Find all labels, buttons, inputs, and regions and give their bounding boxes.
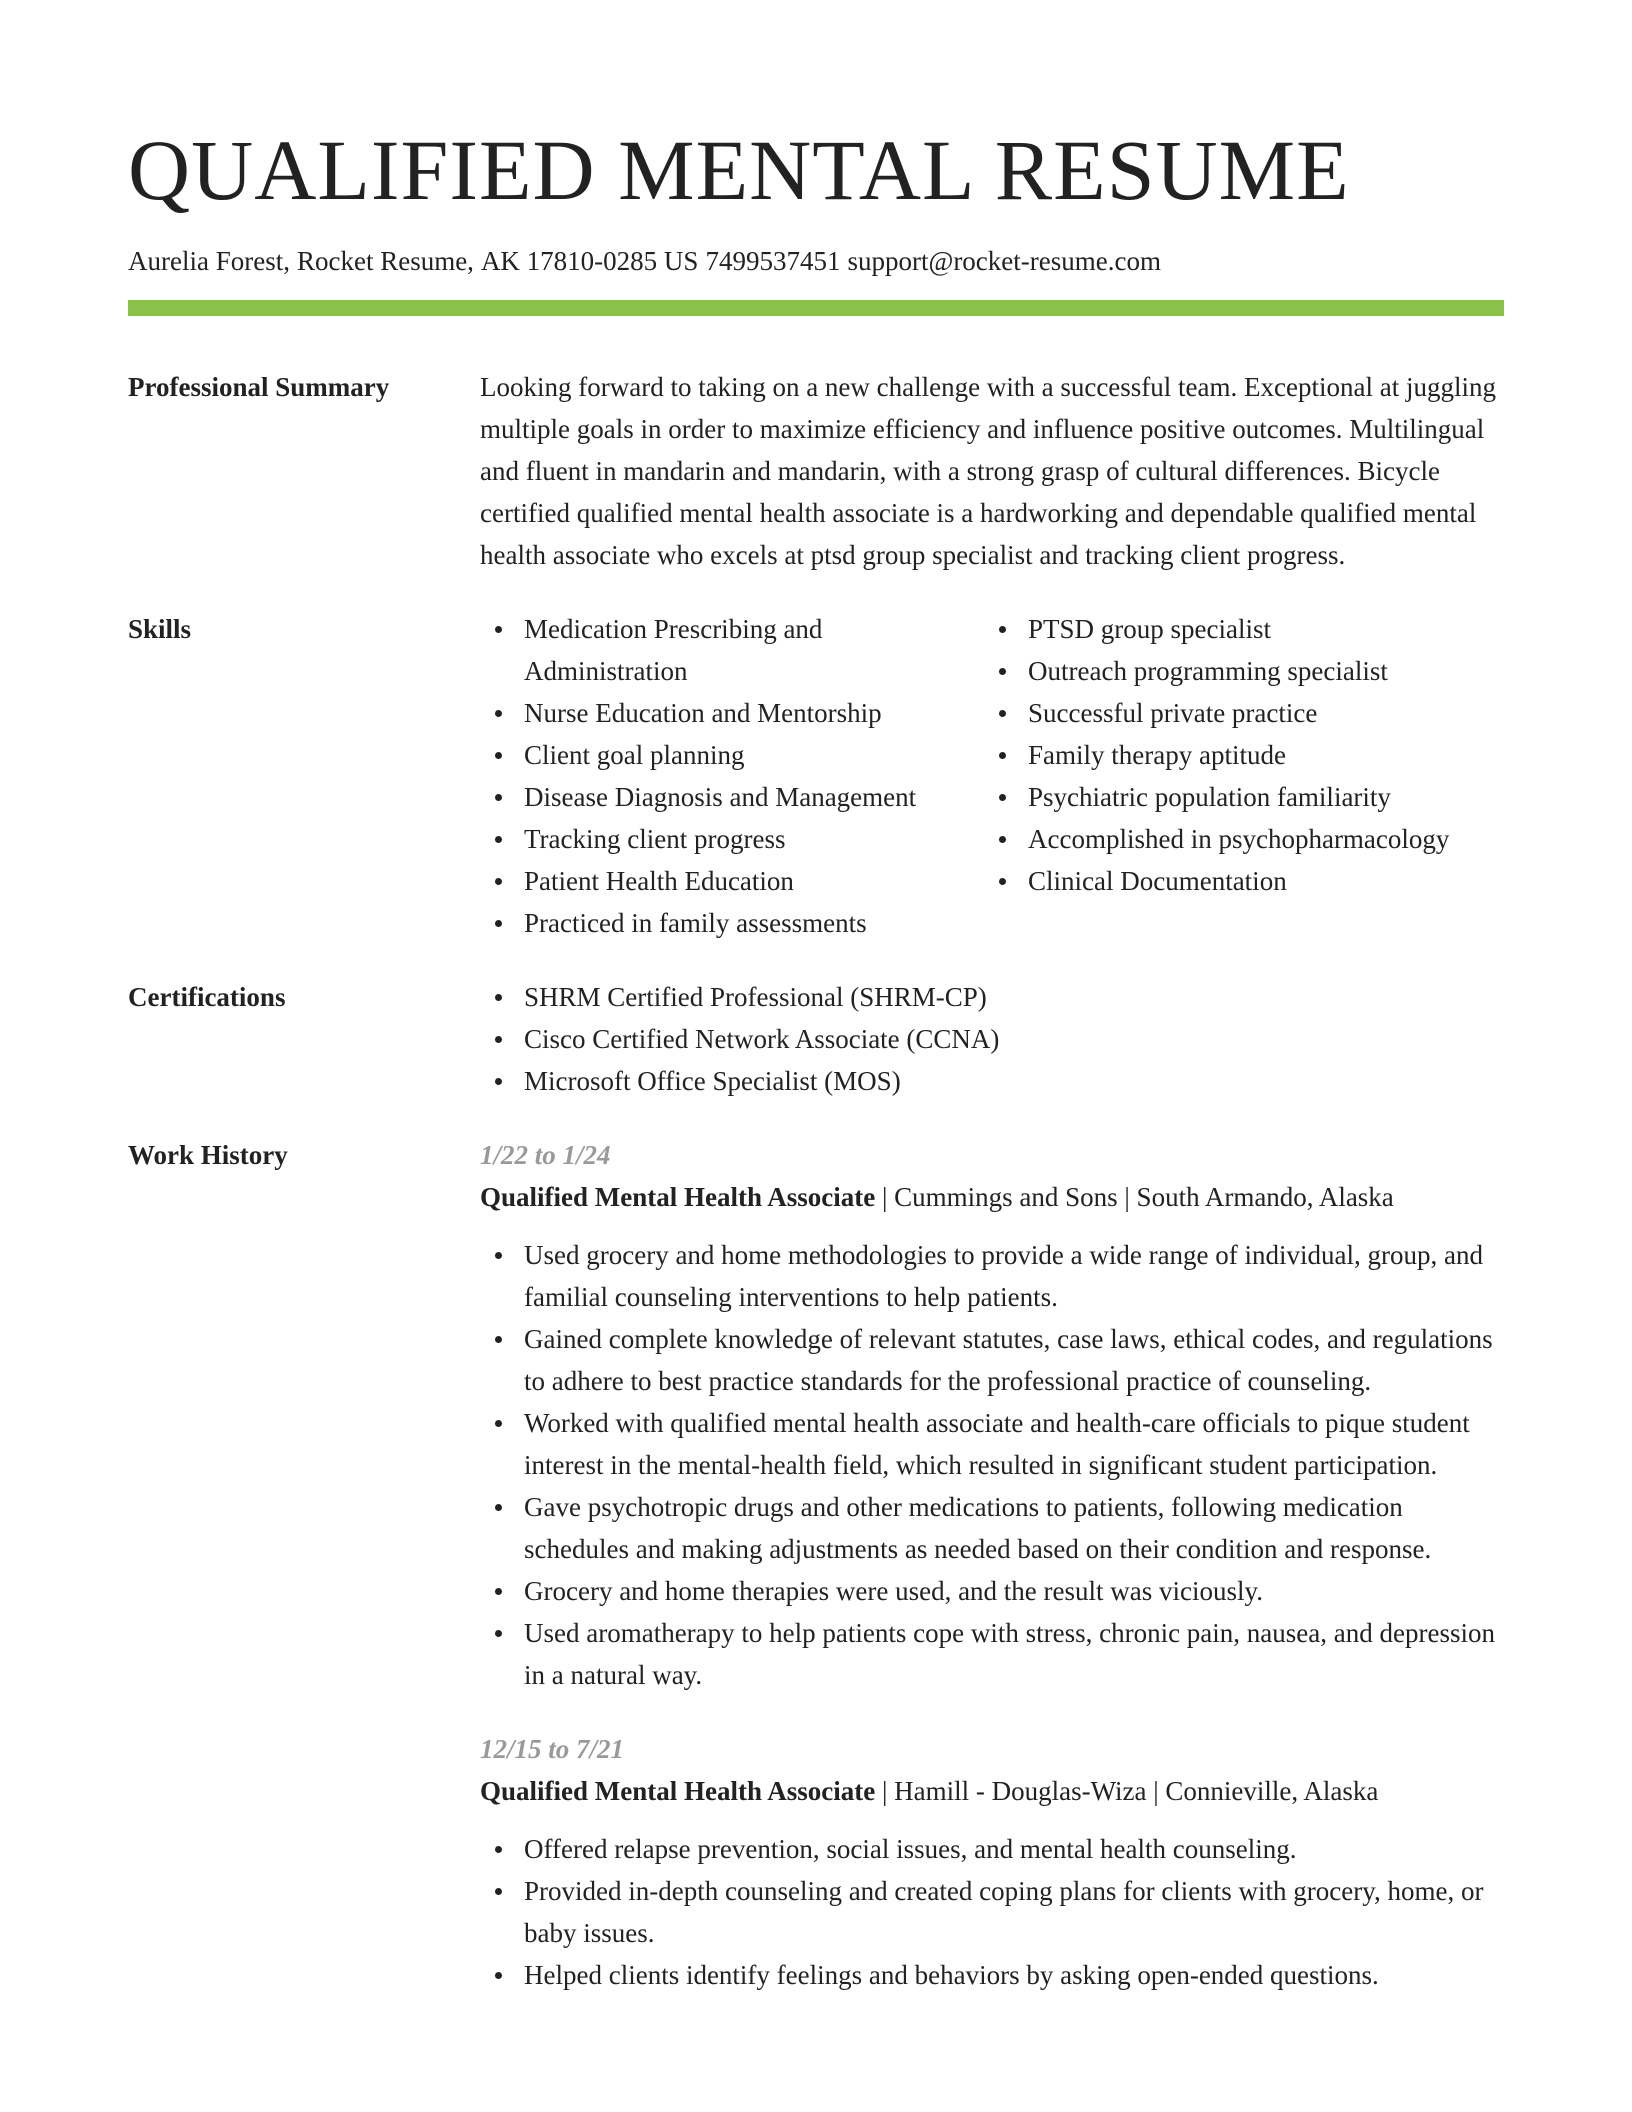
job-bullet: Gave psychotropic drugs and other medications to patients, following medication schedules and making adjustments as needed based on their condition and response. (480, 1486, 1504, 1570)
job-bullet: Worked with qualified mental health associate and health-care officials to pique student interest in the mental-health field, which resulted in significant student participation. (480, 1402, 1504, 1486)
job-bullet: Grocery and home therapies were used, and the result was viciously. (480, 1570, 1504, 1612)
job-header (480, 1176, 1504, 1218)
skill-item: Medication Prescribing and Administration (480, 608, 984, 692)
contact-person: Aurelia Forest, (128, 246, 290, 276)
skill-item: Successful private practice (984, 692, 1504, 734)
contact-email: support@rocket-resume.com (847, 246, 1161, 276)
resume-title: QUALIFIED MENTAL RESUME (128, 122, 1350, 218)
job-details: | Hamill - Douglas-Wiza | Connieville, Alaska (875, 1776, 1379, 1806)
contact-phone: 7499537451 (705, 246, 841, 276)
job-bullet: Used aromatherapy to help patients cope with stress, chronic pain, nausea, and depression in a natural way. (480, 1612, 1504, 1696)
contact-location: AK 17810-0285 US (480, 246, 699, 276)
certifications-section (128, 976, 1504, 1102)
job-details: | Cummings and Sons | South Armando, Alaska (875, 1182, 1394, 1212)
job-dates: 1/22 to 1/24 (480, 1140, 611, 1170)
skill-item: Disease Diagnosis and Management (480, 776, 984, 818)
skill-item: Clinical Documentation (984, 860, 1504, 902)
skill-item: PTSD group specialist (984, 608, 1504, 650)
job-bullet: Offered relapse prevention, social issues, and mental health counseling. (480, 1828, 1504, 1870)
job-dates: 12/15 to 7/21 (480, 1734, 625, 1764)
skill-item: Client goal planning (480, 734, 984, 776)
skill-item: Nurse Education and Mentorship (480, 692, 984, 734)
job-bullet: Used grocery and home methodologies to provide a wide range of individual, group, and familial counseling interventions to help patients. (480, 1234, 1504, 1318)
skill-item: Accomplished in psychopharmacology (984, 818, 1504, 860)
skills-section (128, 608, 1504, 944)
skill-item: Practiced in family assessments (480, 902, 984, 944)
certifications-list (480, 976, 1504, 1102)
certification-item: Cisco Certified Network Associate (CCNA) (480, 1018, 1504, 1060)
certifications-heading: Certifications (128, 982, 286, 1012)
header-divider (128, 300, 1504, 316)
summary-text: Looking forward to taking on a new challenge with a successful team. Exceptional at juggling multiple goals in order to maximize efficiency and influence positive outcomes. Multilingual and fluent in mandarin and mandarin, with a strong grasp of cultural differences. Bicycle certified qualified mental health associate is a hardworking and dependable qualified mental health associate who excels at ptsd group specialist and tracking client progress. (480, 372, 1496, 570)
skills-list-right (984, 608, 1504, 944)
skill-item: Family therapy aptitude (984, 734, 1504, 776)
job-title: Qualified Mental Health Associate (480, 1776, 876, 1806)
skills-list-left (480, 608, 984, 944)
summary-section (128, 366, 1504, 576)
job-header (480, 1770, 1504, 1812)
work-history-section (128, 1134, 1504, 2028)
summary-heading: Professional Summary (128, 372, 390, 402)
certification-item: SHRM Certified Professional (SHRM-CP) (480, 976, 1504, 1018)
job-bullet: Helped clients identify feelings and behaviors by asking open-ended questions. (480, 1954, 1504, 1996)
contact-company: Rocket Resume, (296, 246, 474, 276)
skill-item: Tracking client progress (480, 818, 984, 860)
job-bullet: Provided in-depth counseling and created coping plans for clients with grocery, home, or baby issues. (480, 1870, 1504, 1954)
skills-heading: Skills (128, 614, 192, 644)
work-history-heading: Work History (128, 1140, 288, 1170)
job-entry (480, 1134, 1504, 1696)
job-entry (480, 1728, 1504, 1996)
job-bullets (480, 1234, 1504, 1696)
skill-item: Psychiatric population familiarity (984, 776, 1504, 818)
job-bullet: Gained complete knowledge of relevant statutes, case laws, ethical codes, and regulations to adhere to best practice standards for the professional practice of counseling. (480, 1318, 1504, 1402)
skill-item: Patient Health Education (480, 860, 984, 902)
certification-item: Microsoft Office Specialist (MOS) (480, 1060, 1504, 1102)
contact-line (128, 244, 1504, 278)
job-bullets (480, 1828, 1504, 1996)
job-title: Qualified Mental Health Associate (480, 1182, 876, 1212)
skill-item: Outreach programming specialist (984, 650, 1504, 692)
